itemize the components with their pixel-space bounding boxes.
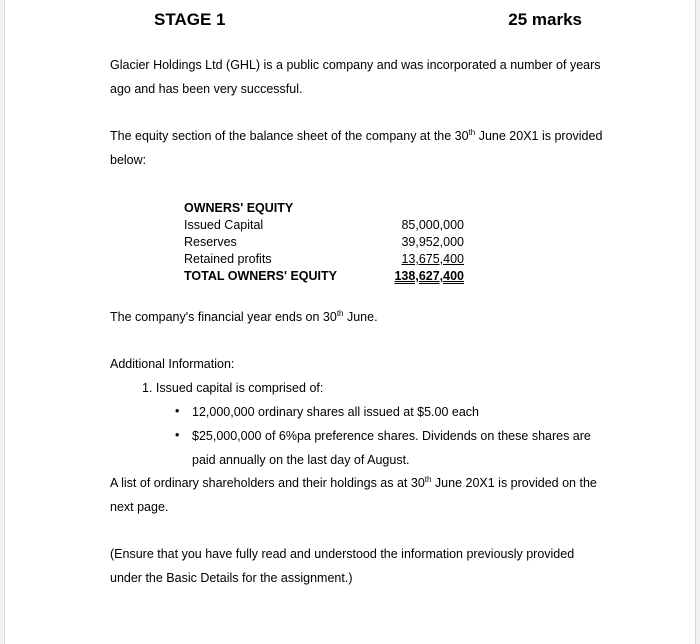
equity-intro-sup: th <box>468 127 476 137</box>
bullet-dot-icon: • <box>175 404 180 418</box>
equity-row-label: Issued Capital <box>184 218 264 232</box>
equity-intro-line-1 <box>110 129 602 143</box>
bullet-item-2-line-1: $25,000,000 of 6%pa preference shares. Dividends on these shares are <box>192 429 591 443</box>
bullet-item-1: 12,000,000 ordinary shares all issued at $5.00 each <box>192 405 479 419</box>
shareholders-text-b: June 20X1 is provided on the <box>431 476 597 490</box>
equity-intro-text-a: The equity section of the balance sheet of the company at the 30 <box>110 129 469 143</box>
bullet-dot-icon: • <box>175 428 180 442</box>
total-owners-equity-cell <box>374 269 464 283</box>
year-end-text-b: June. <box>343 310 378 324</box>
equity-intro-text-b: June 20X1 is provided <box>475 129 603 143</box>
equity-row-value: 85,000,000 <box>401 218 464 232</box>
note-line-1: (Ensure that you have fully read and understood the information previously provided <box>110 547 575 561</box>
marks-heading: 25 marks <box>508 10 582 29</box>
bullet-item-2-line-2: paid annually on the last day of August. <box>192 453 410 467</box>
shareholders-sup: th <box>424 474 432 484</box>
shareholders-line-1 <box>110 476 597 490</box>
note-line-2: under the Basic Details for the assignment.) <box>110 571 353 585</box>
owners-equity-heading: OWNERS' EQUITY <box>184 201 294 215</box>
intro-line-1: Glacier Holdings Ltd (GHL) is a public company and was incorporated a number of years <box>110 58 601 72</box>
year-end-line <box>110 310 378 324</box>
total-owners-equity-value: 138,627,400 <box>394 269 464 283</box>
shareholders-line-2: next page. <box>110 500 169 514</box>
year-end-sup: th <box>336 308 344 318</box>
intro-line-2: ago and has been very successful. <box>110 82 303 96</box>
total-owners-equity-label: TOTAL OWNERS' EQUITY <box>184 269 337 283</box>
equity-row-label: Retained profits <box>184 252 272 266</box>
list-item-1: 1. Issued capital is comprised of: <box>142 381 324 395</box>
equity-row-label: Reserves <box>184 235 237 249</box>
document-page <box>4 0 696 644</box>
equity-row-value: 39,952,000 <box>401 235 464 249</box>
shareholders-text-a: A list of ordinary shareholders and their holdings as at 30 <box>110 476 425 490</box>
equity-intro-line-2: below: <box>110 153 147 167</box>
additional-info-heading: Additional Information: <box>110 357 235 371</box>
stage-heading: STAGE 1 <box>154 10 226 29</box>
year-end-text-a: The company's financial year ends on 30 <box>110 310 337 324</box>
equity-row-value <box>374 252 464 266</box>
retained-profits-value: 13,675,400 <box>401 252 464 266</box>
